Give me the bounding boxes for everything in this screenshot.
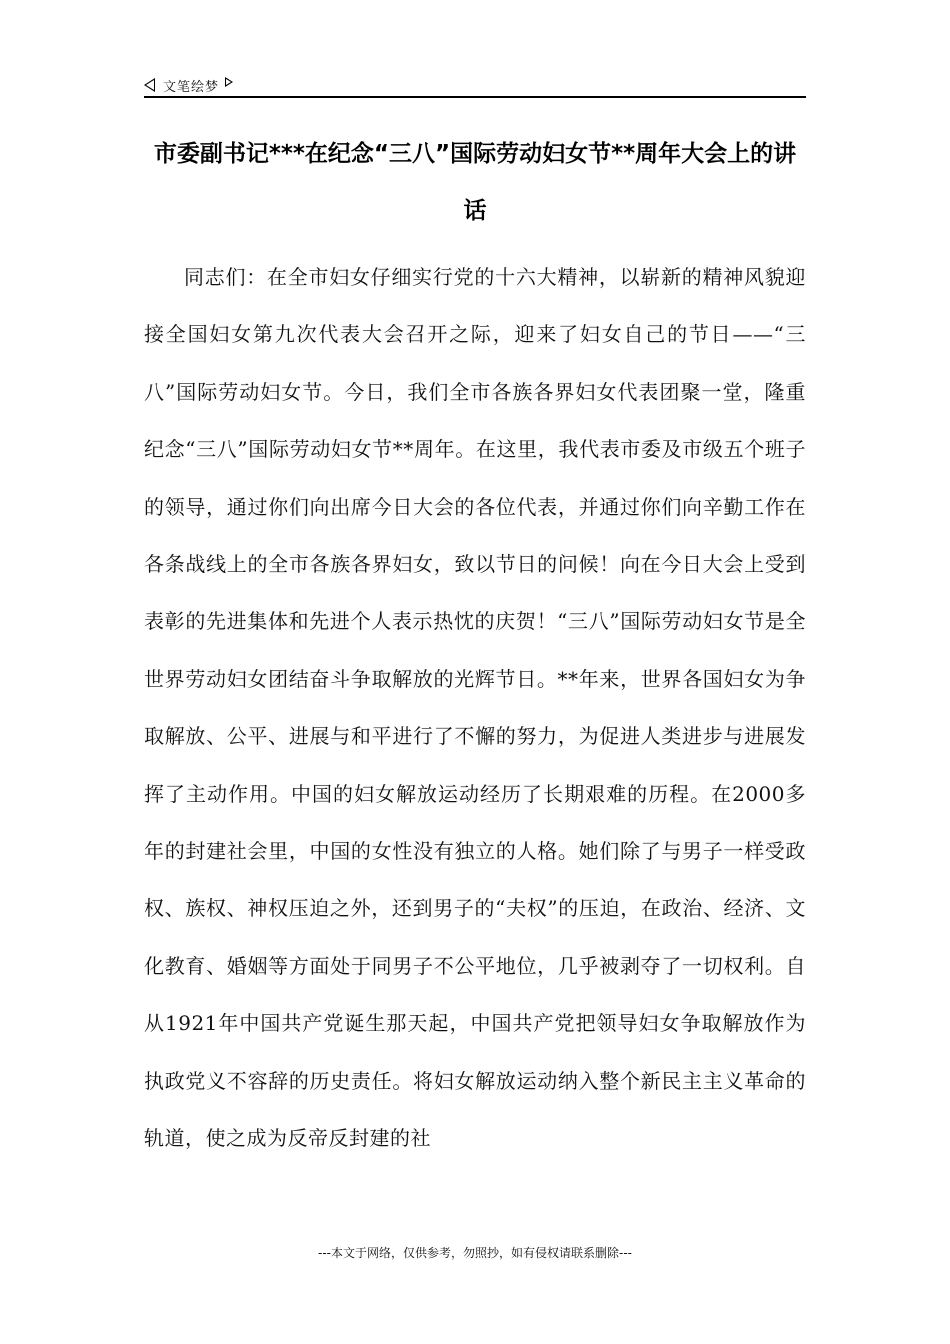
footer-notice: ---本文于网络，仅供参考，勿照抄，如有侵权请联系删除--- [318, 1246, 632, 1260]
triangle-left-icon [144, 78, 155, 92]
document-title: 市委副书记***在纪念“三八”国际劳动妇女节**周年大会上的讲话 [153, 141, 797, 224]
document-paragraph: 同志们：在全市妇女仔细实行党的十六大精神，以崭新的精神风貌迎接全国妇女第九次代表大会召开之际，迎来了妇女自己的节日——“三八”国际劳动妇女节。今日，我们全市各族各界妇女代表团聚一堂，隆重纪念“三八”国际劳动妇女节**周年。在这里，我代表市委及市级五个班子的领导，通过你们向出席今日大会的各位代表，并通过你们向辛勤工作在各条战线上的全市各族各界妇女，致以节日的问候！向在今日大会上受到表彰的先进集体和先进个人表示热忱的庆贺！“三八”国际劳动妇女节是全世界劳动妇女团结奋斗争取解放的光辉节日。**年来，世界各国妇女为争取解放、公平、进展与和平进行了不懈的努力，为促进人类进步与进展发挥了主动作用。中国的妇女解放运动经历了长期艰难的历程。在2000多年的封建社会里，中国的女性没有独立的人格。她们除了与男子一样受政权、族权、神权压迫之外，还到男子的“夫权”的压迫，在政治、经济、文化教育、婚姻等方面处于同男子不公平地位，几乎被剥夺了一切权利。自从1921年中国共产党诞生那天起，中国共产党把领导妇女争取解放作为执政党义不容辞的历史责任。将妇女解放运动纳入整个新民主主义革命的轨道，使之成为反帝反封建的社 [144, 265, 806, 1151]
header-brand: 文笔绘梦 [163, 79, 220, 95]
page-header [144, 74, 806, 98]
triangle-right-icon [225, 77, 233, 87]
